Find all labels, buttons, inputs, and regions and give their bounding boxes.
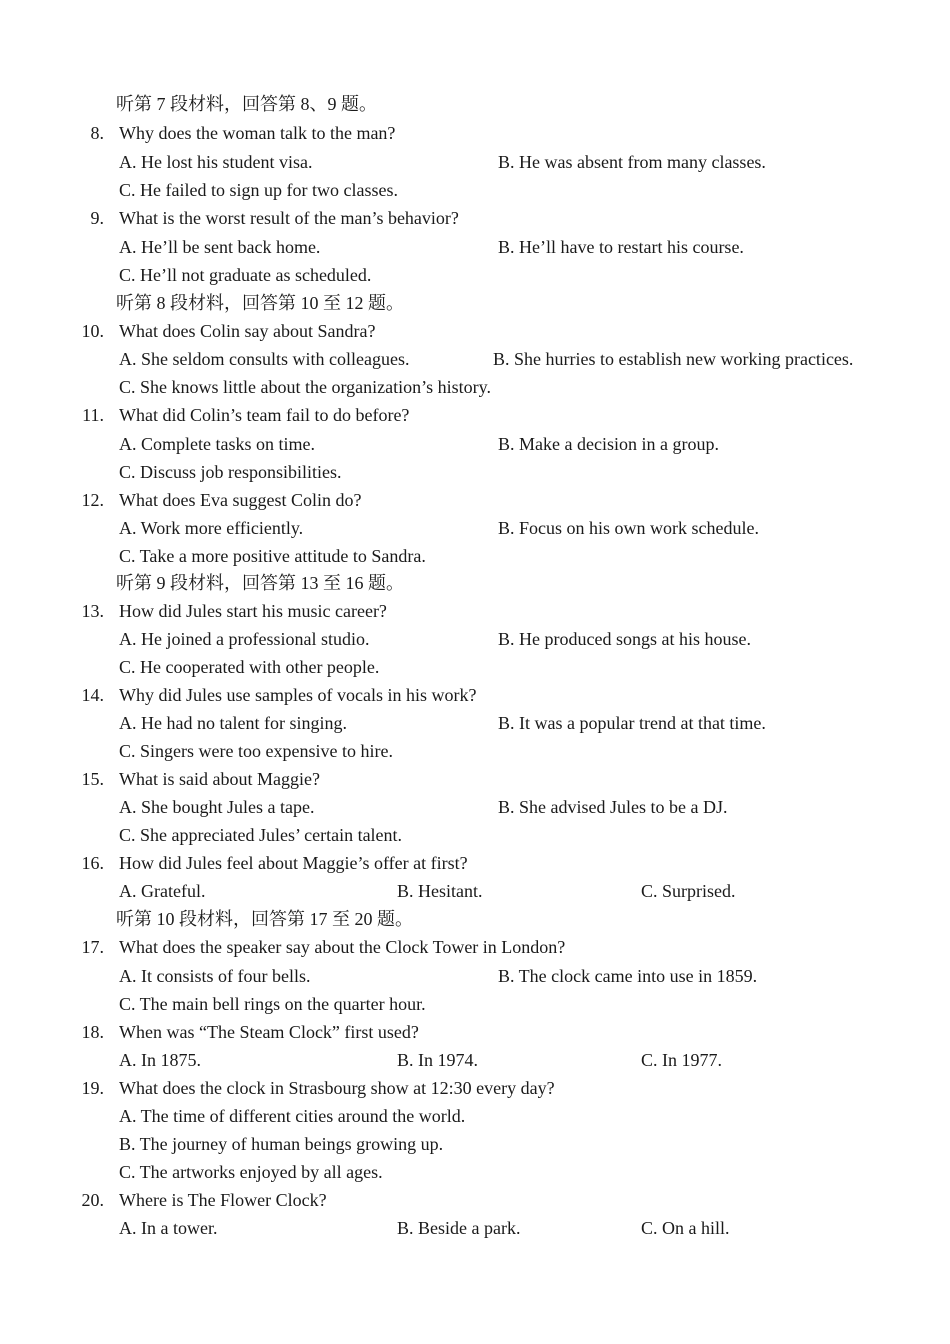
- option-8-a: A. He lost his student visa.: [119, 152, 313, 172]
- option-20-a: A. In a tower.: [119, 1218, 218, 1238]
- option-18-a: A. In 1875.: [119, 1050, 201, 1070]
- question-text-12: What does Eva suggest Colin do?: [119, 490, 362, 510]
- option-9-b: B. He’ll have to restart his course.: [498, 237, 744, 257]
- option-18-c: C. In 1977.: [641, 1050, 722, 1070]
- question-number-14: 14.: [81, 685, 104, 705]
- question-text-20: Where is The Flower Clock?: [119, 1190, 327, 1210]
- question-text-14: Why did Jules use samples of vocals in his work?: [119, 685, 477, 705]
- question-number-10: 10.: [81, 321, 104, 341]
- option-14-c: C. Singers were too expensive to hire.: [119, 741, 393, 761]
- option-16-a: A. Grateful.: [119, 881, 206, 901]
- option-10-a: A. She seldom consults with colleagues.: [119, 349, 410, 369]
- option-19-c: C. The artworks enjoyed by all ages.: [119, 1162, 383, 1182]
- option-14-b: B. It was a popular trend at that time.: [498, 713, 766, 733]
- option-10-b: B. She hurries to establish new working practices.: [493, 349, 854, 369]
- option-12-a: A. Work more efficiently.: [119, 518, 304, 538]
- option-17-c: C. The main bell rings on the quarter hour.: [119, 994, 426, 1014]
- option-17-b: B. The clock came into use in 1859.: [498, 966, 758, 986]
- option-15-c: C. She appreciated Jules’ certain talent.: [119, 825, 403, 845]
- option-12-c: C. Take a more positive attitude to Sandra.: [119, 546, 426, 566]
- option-20-b: B. Beside a park.: [397, 1218, 521, 1238]
- question-text-18: When was “The Steam Clock” first used?: [119, 1022, 419, 1042]
- section-heading-9: 听第 9 段材料，回答第 13 至 16 题。: [116, 573, 404, 593]
- option-20-c: C. On a hill.: [641, 1218, 730, 1238]
- question-text-17: What does the speaker say about the Clock Tower in London?: [119, 937, 566, 957]
- question-number-13: 13.: [81, 601, 104, 621]
- option-17-a: A. It consists of four bells.: [119, 966, 311, 986]
- option-11-a: A. Complete tasks on time.: [119, 434, 315, 454]
- section-heading-10: 听第 10 段材料，回答第 17 至 20 题。: [116, 909, 413, 929]
- section-heading-7: 听第 7 段材料，回答第 8、9 题。: [116, 94, 377, 114]
- question-text-16: How did Jules feel about Maggie’s offer at first?: [119, 853, 468, 873]
- option-8-c: C. He failed to sign up for two classes.: [119, 180, 398, 200]
- question-number-11: 11.: [82, 405, 104, 425]
- option-11-b: B. Make a decision in a group.: [498, 434, 719, 454]
- question-text-10: What does Colin say about Sandra?: [119, 321, 376, 341]
- option-16-b: B. Hesitant.: [397, 881, 483, 901]
- section-heading-8: 听第 8 段材料，回答第 10 至 12 题。: [116, 293, 404, 313]
- option-14-a: A. He had no talent for singing.: [119, 713, 347, 733]
- question-number-8: 8.: [90, 123, 104, 143]
- question-text-11: What did Colin’s team fail to do before?: [119, 405, 410, 425]
- option-13-c: C. He cooperated with other people.: [119, 657, 380, 677]
- question-number-16: 16.: [81, 853, 104, 873]
- question-number-19: 19.: [81, 1078, 104, 1098]
- question-text-13: How did Jules start his music career?: [119, 601, 387, 621]
- option-12-b: B. Focus on his own work schedule.: [498, 518, 759, 538]
- option-8-b: B. He was absent from many classes.: [498, 152, 766, 172]
- option-18-b: B. In 1974.: [397, 1050, 478, 1070]
- option-10-c: C. She knows little about the organization’s history.: [119, 377, 491, 397]
- question-number-9: 9.: [90, 208, 104, 228]
- question-text-9: What is the worst result of the man’s behavior?: [119, 208, 459, 228]
- question-number-15: 15.: [81, 769, 104, 789]
- option-13-b: B. He produced songs at his house.: [498, 629, 751, 649]
- option-9-c: C. He’ll not graduate as scheduled.: [119, 265, 372, 285]
- question-text-8: Why does the woman talk to the man?: [119, 123, 396, 143]
- option-16-c: C. Surprised.: [641, 881, 736, 901]
- option-13-a: A. He joined a professional studio.: [119, 629, 370, 649]
- option-19-b: B. The journey of human beings growing up.: [119, 1134, 444, 1154]
- option-15-a: A. She bought Jules a tape.: [119, 797, 315, 817]
- option-19-a: A. The time of different cities around the world.: [119, 1106, 466, 1126]
- question-number-12: 12.: [81, 490, 104, 510]
- question-text-15: What is said about Maggie?: [119, 769, 320, 789]
- option-9-a: A. He’ll be sent back home.: [119, 237, 321, 257]
- question-text-19: What does the clock in Strasbourg show at 12:30 every day?: [119, 1078, 555, 1098]
- option-11-c: C. Discuss job responsibilities.: [119, 462, 342, 482]
- question-number-20: 20.: [81, 1190, 104, 1210]
- question-number-17: 17.: [81, 937, 104, 957]
- question-number-18: 18.: [81, 1022, 104, 1042]
- option-15-b: B. She advised Jules to be a DJ.: [498, 797, 728, 817]
